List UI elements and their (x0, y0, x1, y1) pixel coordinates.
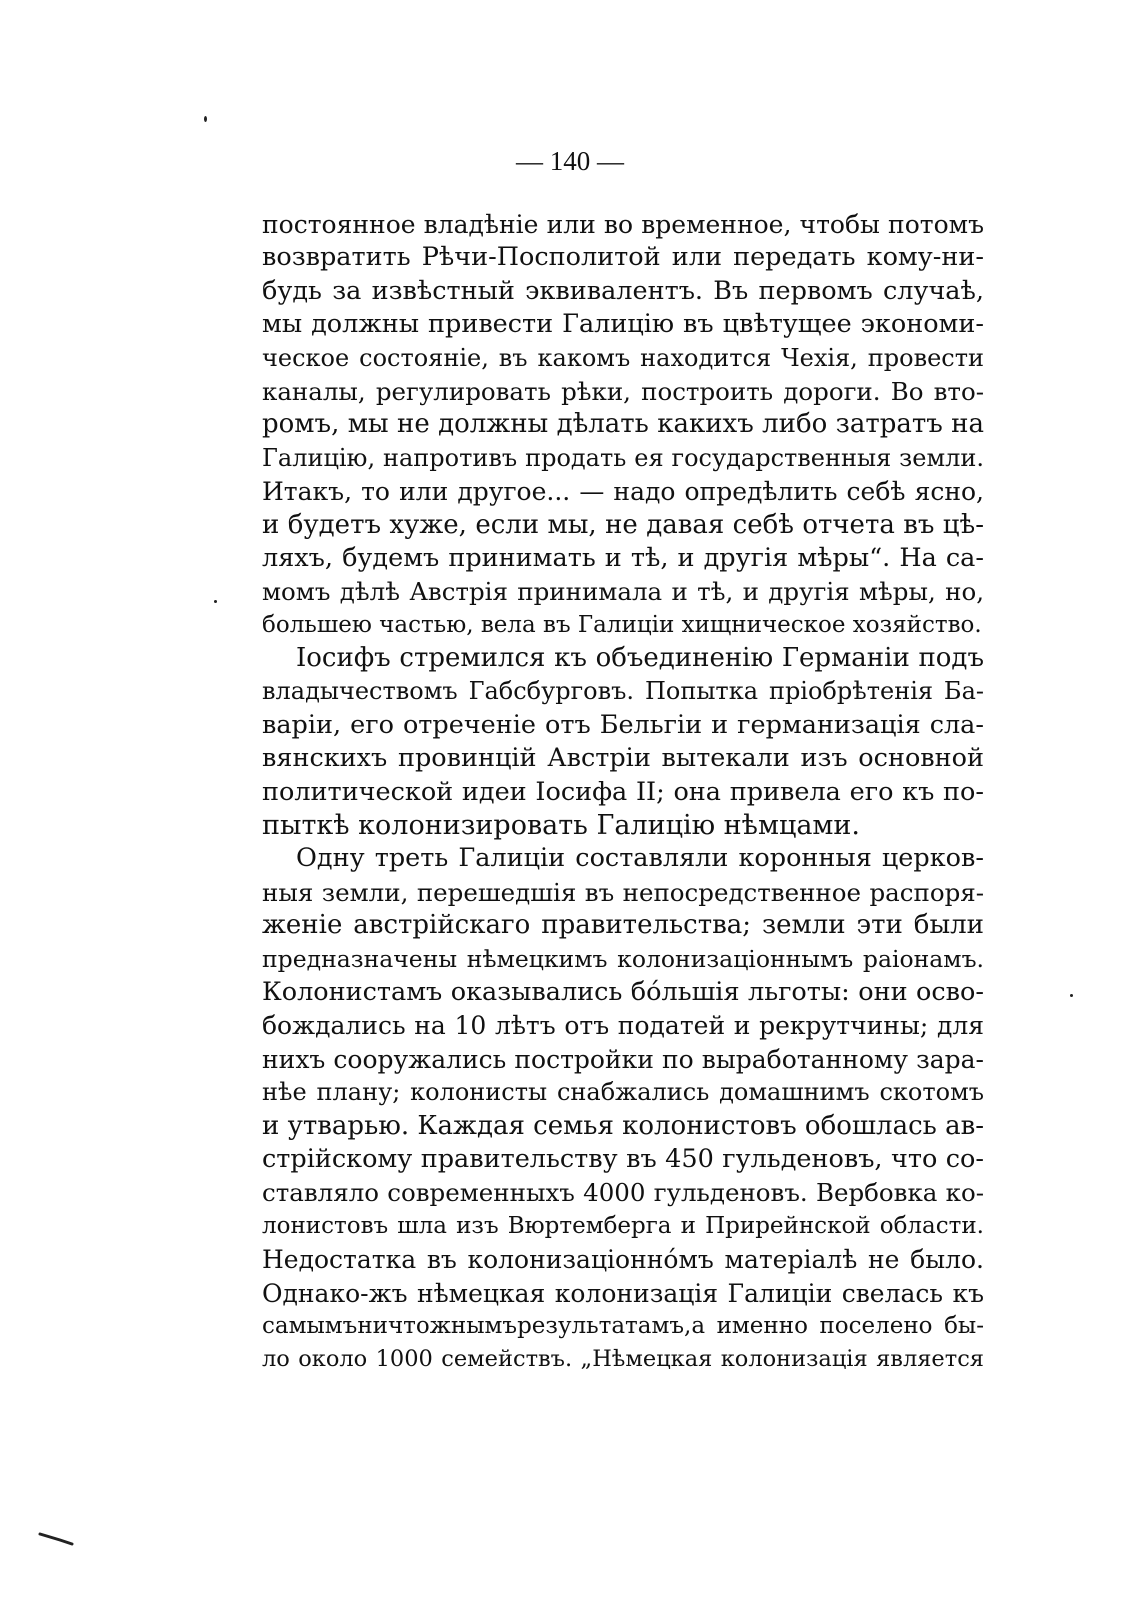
text-line: мы должны привести Галицію въ цвѣтущее экономи- (262, 309, 984, 340)
paragraph-start-line: Іосифъ стремился къ объединенію Германіи подъ (296, 643, 984, 674)
text-line: Итакъ, то или другое... — надо опредѣлить себѣ ясно, (262, 477, 984, 507)
text-line: ло около 1000 семействъ. „Нѣмецкая колонизація является (262, 1346, 984, 1373)
text-line: бождались на 10 лѣтъ отъ податей и рекрутчины; для (262, 1011, 984, 1041)
scan-speck (1070, 994, 1073, 997)
text-line: пыткѣ колонизировать Галицію нѣмцами. (262, 810, 860, 842)
scan-speck (204, 116, 207, 122)
text-line: самымъничтожнымърезультатамъ,а именно поселено бы- (262, 1312, 984, 1339)
text-line: предназначены нѣмецкимъ колонизаціоннымъ раіонамъ. (262, 944, 984, 973)
text-line: варіи, его отреченіе отъ Бельгіи и германизація сла- (262, 709, 984, 740)
text-line: каналы, регулировать рѣки, построить дороги. Во вто- (262, 376, 984, 406)
text-line: Однако-жъ нѣмецкая колонизація Галиціи свелась къ (262, 1278, 984, 1308)
text-line: стрійскому правительству въ 450 гульденовъ, что со- (262, 1143, 984, 1174)
text-line: ляхъ, будемъ принимать и тѣ, и другія мѣры“. На са- (262, 542, 984, 573)
text-line: лонистовъ шла изъ Вюртемберга и Прирейнской области. (262, 1212, 984, 1239)
text-line: момъ дѣлѣ Австрія принимала и тѣ, и другія мѣры, но, (262, 577, 984, 607)
text-line: ставляло современныхъ 4000 гульденовъ. Вербовка ко- (262, 1178, 984, 1208)
text-line: Галицію, напротивъ продать ея государственныя земли. (262, 443, 984, 472)
text-line: ныя земли, перешедшія въ непосредственное распоря- (262, 877, 984, 907)
text-line: будь за извѣстный эквивалентъ. Въ первомъ случаѣ, (262, 275, 984, 306)
text-line: нѣе плану; колонисты снабжались домашнимъ скотомъ (262, 1078, 984, 1107)
text-line: нихъ сооружались постройки по выработанному зара- (262, 1044, 984, 1074)
text-line: большею частью, вела въ Галиціи хищническое хозяйство. (262, 611, 982, 638)
body-text (262, 208, 984, 1377)
text-line: Недостатка въ колонизаціонно́мъ матеріалѣ не было. (262, 1245, 984, 1275)
scan-speck (214, 600, 217, 603)
scan-mark (38, 1532, 80, 1546)
text-line: ческое состояніе, въ какомъ находится Чехія, провести (262, 343, 984, 372)
page-number: — 140 — (516, 146, 624, 176)
text-line: постоянное владѣніе или во временное, чтобы потомъ (262, 210, 984, 239)
text-line: политической идеи Іосифа II; она привела его къ по- (262, 776, 984, 807)
paragraph-start-line: Одну треть Галиціи составляли коронныя церков- (296, 843, 984, 874)
text-line: владычествомъ Габсбурговъ. Попытка пріобрѣтенія Ба- (262, 677, 984, 706)
text-line: ромъ, мы не должны дѣлать какихъ либо затратъ на (262, 409, 984, 440)
text-line: женіе австрійскаго правительства; земли эти были (262, 910, 984, 941)
text-line: Колонистамъ оказывались бо́льшія льготы: они осво- (262, 976, 984, 1007)
text-line: и утварью. Каждая семья колонистовъ обошлась ав- (262, 1110, 984, 1141)
text-line: и будетъ хуже, если мы, не давая себѣ отчета въ цѣ- (262, 509, 984, 540)
text-line: вянскихъ провинцій Австріи вытекали изъ основной (262, 743, 984, 774)
text-line: возвратить Рѣчи-Посполитой или передать кому-ни- (262, 242, 984, 273)
